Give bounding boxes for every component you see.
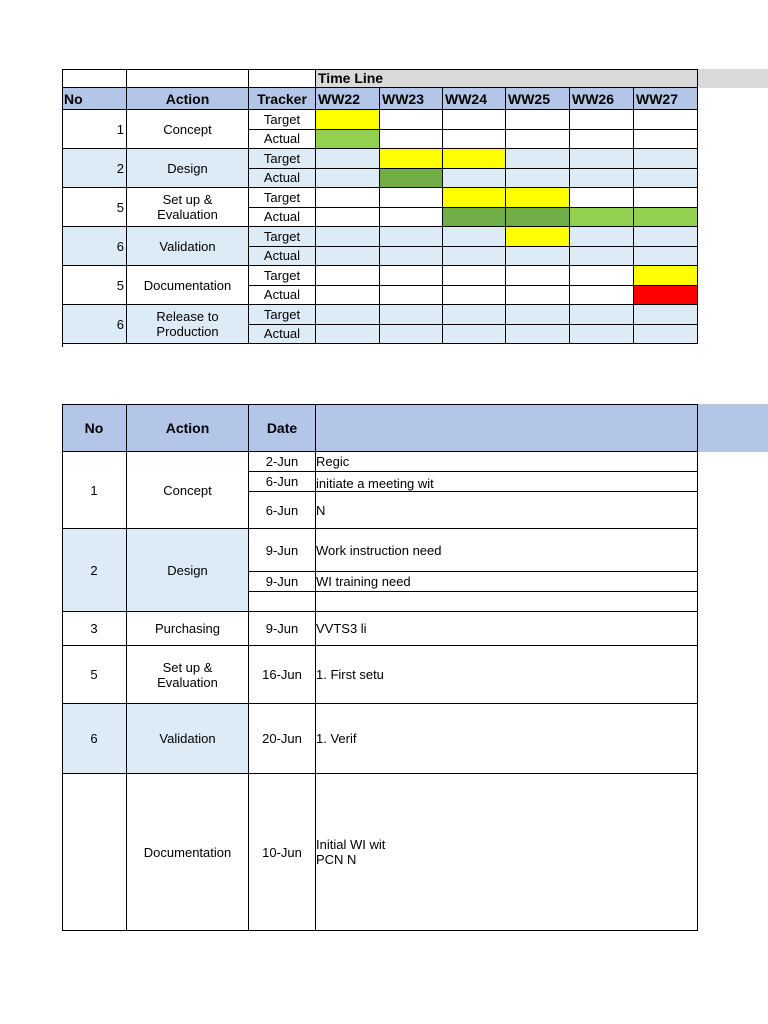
details-row-description (316, 774, 698, 931)
tracker-actual (249, 325, 316, 345)
gantt-cell-actual-ww23-darkgreen (380, 169, 443, 189)
gantt-cell-actual-ww22 (316, 286, 380, 306)
gantt-cell-actual-ww26-lightgreen (570, 208, 634, 228)
details-description-text: WI training need (316, 574, 411, 589)
timeline-row-action-text: Set up & Evaluation (157, 192, 218, 222)
details-row-date (249, 572, 316, 592)
gantt-cell-target-ww24 (443, 110, 506, 130)
details-date-text: 2-Jun (265, 454, 299, 469)
details-row-description (316, 704, 698, 774)
timeline-row-action-text: Release to Production (156, 309, 219, 339)
details-row-date (249, 646, 316, 704)
gantt-cell-target-ww24-yellow (443, 188, 506, 208)
gantt-cell-actual-ww26 (570, 325, 634, 345)
details-description-text-line2: PCN N (316, 852, 357, 867)
details-date-text: 10-Jun (262, 844, 302, 860)
tracker-target (249, 188, 316, 208)
gantt-cell-actual-ww22 (316, 169, 380, 189)
gantt-cell-target-ww22 (316, 149, 380, 169)
details-row-action-text: Design (167, 562, 208, 578)
gantt-cell-target-ww26 (570, 227, 634, 247)
gantt-cell-actual-ww25 (506, 130, 570, 150)
timeline-row-no-text: 2 (116, 160, 124, 176)
gantt-cell-actual-ww24 (443, 286, 506, 306)
details-row-action (127, 452, 249, 529)
gantt-cell-target-ww26 (570, 149, 634, 169)
tracker-actual-label: Actual (263, 170, 301, 186)
gantt-cell-target-ww24 (443, 227, 506, 247)
gantt-cell-target-ww23 (380, 305, 443, 325)
timeline-row-no-text: 5 (116, 199, 124, 215)
gantt-cell-target-ww22 (316, 305, 380, 325)
gantt-cell-actual-ww26 (570, 247, 634, 267)
details-row-date (249, 492, 316, 529)
tracker-target (249, 110, 316, 130)
details-row-description (316, 612, 698, 646)
tracker-actual-label: Actual (263, 248, 301, 264)
timeline-header-action (127, 88, 249, 110)
gantt-cell-actual-ww26 (570, 286, 634, 306)
week-header-ww22 (316, 88, 380, 110)
details-row-description (316, 572, 698, 592)
details-table (62, 404, 698, 931)
gantt-cell-actual-ww23 (380, 130, 443, 150)
gantt-cell-target-ww25 (506, 149, 570, 169)
details-header-band-extension (698, 404, 768, 452)
details-description-text: N (316, 502, 326, 518)
details-header-no-text: No (84, 419, 104, 436)
gantt-cell-actual-ww24 (443, 130, 506, 150)
details-row-no-text: 2 (90, 562, 98, 578)
week-header-ww26 (570, 88, 634, 110)
timeline-row-no-text: 6 (116, 238, 124, 254)
gantt-cell-target-ww26 (570, 305, 634, 325)
details-row-action-text: Validation (159, 731, 216, 746)
details-row-action-text: Concept (163, 482, 212, 498)
gantt-cell-actual-ww23 (380, 208, 443, 228)
tracker-actual-label: Actual (263, 326, 301, 342)
details-row-date (249, 704, 316, 774)
details-date-text: 16-Jun (262, 667, 302, 682)
tracker-actual-label: Actual (263, 131, 301, 147)
tracker-target-label: Target (263, 228, 301, 244)
details-header-action-text: Action (165, 419, 210, 436)
tracker-target (249, 149, 316, 169)
gantt-cell-target-ww23 (380, 266, 443, 286)
timeline-row-action (127, 227, 249, 266)
gantt-cell-actual-ww27-lightgreen (634, 208, 698, 228)
gantt-cell-target-ww23 (380, 110, 443, 130)
timeline-title-band-extension (697, 69, 768, 88)
details-row-description (316, 529, 698, 572)
timeline-row-no-text: 5 (116, 277, 124, 293)
gantt-cell-target-ww26 (570, 266, 634, 286)
gantt-cell-actual-ww23 (380, 325, 443, 345)
details-row-no-text: 5 (90, 667, 98, 682)
gantt-cell-target-ww25 (506, 266, 570, 286)
details-row-no-text: 6 (90, 731, 98, 746)
timeline-header-no-text: No (64, 90, 83, 107)
gantt-cell-actual-ww27-red (634, 286, 698, 306)
details-row-action (127, 774, 249, 931)
gantt-cell-target-ww25-yellow (506, 227, 570, 247)
details-row-date (249, 452, 316, 472)
details-row-action (127, 612, 249, 646)
details-row-description (316, 592, 698, 612)
week-header-text: WW26 (572, 90, 614, 107)
gantt-cell-target-ww22 (316, 227, 380, 247)
tracker-actual (249, 208, 316, 228)
tracker-actual (249, 286, 316, 306)
tracker-actual (249, 130, 316, 150)
details-description-text: Work instruction need (316, 542, 442, 558)
week-header-text: WW24 (445, 90, 487, 107)
timeline-row-no (62, 305, 127, 344)
details-row-date (249, 774, 316, 931)
gantt-cell-actual-ww24 (443, 325, 506, 345)
gantt-cell-actual-ww24 (443, 247, 506, 267)
gantt-cell-target-ww22 (316, 266, 380, 286)
timeline-row-no (62, 149, 127, 188)
timeline-row-no (62, 227, 127, 266)
gantt-cell-actual-ww27 (634, 169, 698, 189)
details-header-action (127, 404, 249, 452)
gantt-cell-target-ww26 (570, 110, 634, 130)
details-row-no (62, 529, 127, 612)
tracker-target-label: Target (263, 150, 301, 166)
timeline-header-action-text: Action (165, 90, 210, 107)
gantt-cell-actual-ww24-darkgreen (443, 208, 506, 228)
week-header-text: WW23 (382, 90, 424, 107)
details-description-text: initiate a meeting wit (316, 476, 434, 491)
gantt-cell-actual-ww25 (506, 169, 570, 189)
details-date-text: 9-Jun (265, 574, 299, 589)
gantt-cell-actual-ww22 (316, 325, 380, 345)
timeline-row-no (62, 266, 127, 305)
gantt-cell-actual-ww22 (316, 247, 380, 267)
details-row-description (316, 646, 698, 704)
gantt-cell-target-ww25-yellow (506, 188, 570, 208)
week-header-ww25 (506, 88, 570, 110)
timeline-title (316, 69, 698, 88)
timeline-row-action-text: Validation (159, 238, 216, 254)
details-header-description (316, 404, 698, 452)
gantt-cell-target-ww27 (634, 149, 698, 169)
timeline-row-action (127, 188, 249, 227)
timeline-row-action (127, 266, 249, 305)
gantt-cell-target-ww27 (634, 110, 698, 130)
details-row-no (62, 452, 127, 529)
timeline-row-action (127, 305, 249, 344)
tracker-actual (249, 169, 316, 189)
gantt-cell-actual-ww27 (634, 247, 698, 267)
details-row-no (62, 704, 127, 774)
gantt-cell-target-ww22-yellow (316, 110, 380, 130)
details-row-action-text: Purchasing (154, 621, 221, 636)
timeline-row-action-text: Documentation (143, 277, 232, 293)
gantt-cell-actual-ww26 (570, 130, 634, 150)
details-row-date (249, 592, 316, 612)
gantt-cell-target-ww27 (634, 305, 698, 325)
details-row-no (62, 774, 127, 931)
timeline-row-action-text: Concept (163, 121, 212, 137)
details-row-date (249, 472, 316, 492)
details-row-date (249, 529, 316, 572)
tracker-actual (249, 247, 316, 267)
details-row-action (127, 646, 249, 704)
details-description-text: 1. Verif (316, 731, 357, 746)
tracker-target (249, 305, 316, 325)
gantt-cell-target-ww24 (443, 266, 506, 286)
timeline-row-no-text: 1 (116, 121, 124, 137)
timeline-blank-cell (62, 69, 127, 88)
details-row-description (316, 452, 698, 472)
week-header-ww27 (634, 88, 698, 110)
gantt-cell-actual-ww23 (380, 286, 443, 306)
details-row-no (62, 612, 127, 646)
tracker-target-label: Target (263, 189, 301, 205)
tracker-target (249, 266, 316, 286)
details-header-no (62, 404, 127, 452)
tracker-target-label: Target (263, 267, 301, 283)
timeline-table (62, 69, 698, 347)
details-description-text: VVTS3 li (316, 621, 367, 636)
gantt-cell-target-ww27 (634, 188, 698, 208)
week-header-text: WW22 (318, 90, 360, 107)
timeline-header-tracker (249, 88, 316, 110)
details-row-action (127, 704, 249, 774)
details-date-text: 20-Jun (262, 731, 302, 746)
details-row-description (316, 472, 698, 492)
gantt-cell-actual-ww27 (634, 130, 698, 150)
week-header-text: WW25 (508, 90, 550, 107)
gantt-cell-actual-ww27 (634, 325, 698, 345)
details-row-description (316, 492, 698, 529)
details-row-action (127, 529, 249, 612)
gantt-cell-actual-ww25 (506, 286, 570, 306)
details-description-text: Regic (316, 454, 350, 469)
tracker-target-label: Target (263, 111, 301, 127)
gantt-cell-target-ww24 (443, 305, 506, 325)
timeline-row-no-text: 6 (116, 316, 124, 332)
details-description-text: Initial WI wit (316, 837, 386, 852)
gantt-cell-target-ww25 (506, 110, 570, 130)
gantt-cell-actual-ww22 (316, 208, 380, 228)
tracker-target (249, 227, 316, 247)
gantt-cell-actual-ww23 (380, 247, 443, 267)
gantt-cell-actual-ww26 (570, 169, 634, 189)
timeline-blank-cell (127, 69, 249, 88)
timeline-header-no (62, 88, 127, 110)
details-header-date (249, 404, 316, 452)
timeline-row-no (62, 188, 127, 227)
gantt-cell-target-ww25 (506, 305, 570, 325)
details-row-action-text: Set up & Evaluation (157, 659, 218, 690)
timeline-row-action (127, 149, 249, 188)
timeline-row-action-text: Design (167, 160, 208, 176)
tracker-actual-label: Actual (263, 209, 301, 225)
details-row-no-text: 1 (90, 482, 98, 498)
gantt-cell-target-ww26 (570, 188, 634, 208)
tracker-actual-label: Actual (263, 287, 301, 303)
details-description-text: 1. First setu (316, 667, 384, 682)
gantt-cell-actual-ww24 (443, 169, 506, 189)
details-date-text: 9-Jun (265, 542, 299, 558)
week-header-text: WW27 (636, 90, 678, 107)
timeline-title-text: Time Line (318, 70, 384, 86)
tracker-target-label: Target (263, 306, 301, 322)
gantt-cell-target-ww23 (380, 227, 443, 247)
details-header-date-text: Date (266, 419, 298, 436)
timeline-row-action (127, 110, 249, 149)
gantt-cell-target-ww27 (634, 227, 698, 247)
details-date-text: 9-Jun (265, 621, 299, 636)
details-row-date (249, 612, 316, 646)
details-row-no (62, 646, 127, 704)
week-header-ww24 (443, 88, 506, 110)
details-row-action-text: Documentation (143, 844, 232, 860)
timeline-row-no (62, 110, 127, 149)
timeline-header-tracker-text: Tracker (257, 90, 307, 107)
gantt-cell-target-ww22 (316, 188, 380, 208)
gantt-cell-actual-ww22-lightgreen (316, 130, 380, 150)
week-header-ww23 (380, 88, 443, 110)
gantt-cell-actual-ww25 (506, 325, 570, 345)
details-row-no-text: 3 (90, 621, 98, 636)
gantt-cell-target-ww23 (380, 188, 443, 208)
details-date-text: 6-Jun (265, 502, 299, 518)
gantt-cell-actual-ww25-darkgreen (506, 208, 570, 228)
gantt-cell-target-ww24-yellow (443, 149, 506, 169)
gantt-cell-target-ww27-yellow (634, 266, 698, 286)
gantt-cell-target-ww23-yellow (380, 149, 443, 169)
details-date-text: 6-Jun (265, 474, 299, 489)
gantt-cell-actual-ww25 (506, 247, 570, 267)
timeline-blank-cell (249, 69, 316, 88)
